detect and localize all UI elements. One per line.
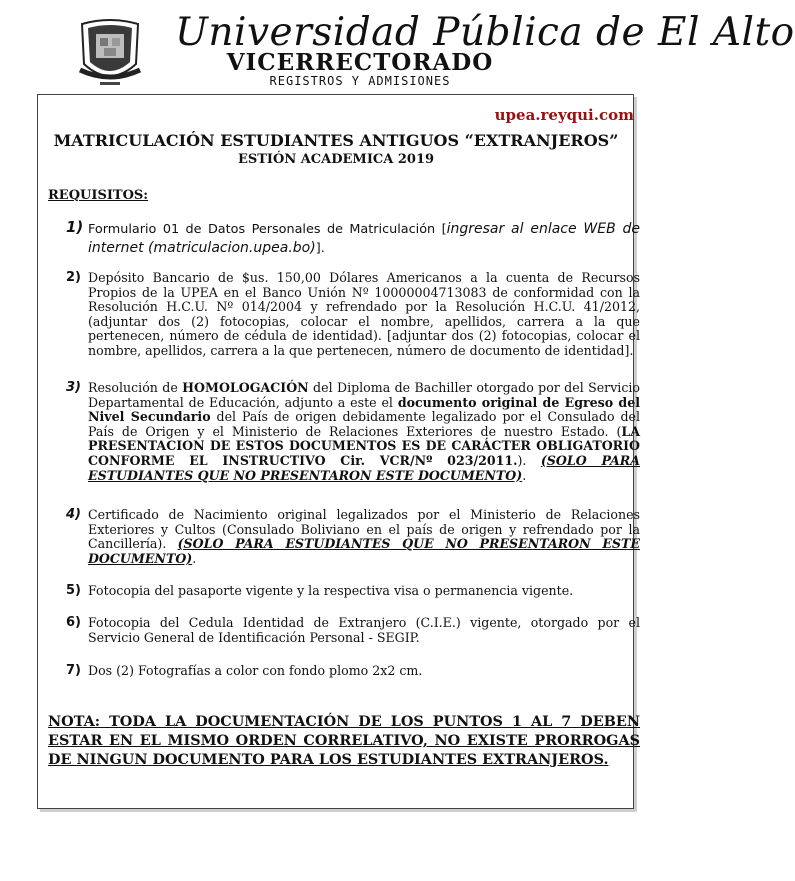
document-header [0,0,795,105]
item-text: Dos (2) Fotografías a color con fondo plomo 2x2 cm. [88,663,423,678]
page-subtitle: ESTIÓN ACADEMICA 2019 [237,152,435,167]
item-text: Depósito Bancario de $us. 150,00 Dólares Americanos a la cuenta de Recursos Propios de la UPEA en el Banco Unión Nº 10000004713083 de conformidad con la Resolución H.C.U. Nº 014/2004 y refrendado por la Resolución H.C.U. 41/2012, (adjuntar dos (2) fotocopias, colocar el nombre, apellidos, carrera a la que pertenecen, número de cédula de identidad). [adjuntar dos (2) fotocopias, colocar el nombre, apellidos, carrera a la que pertenecen, número de documento de identidad]. [88,270,640,358]
item-number: 3) [66,380,81,395]
requirement-item-7 [66,664,640,679]
requirement-item-2 [66,271,640,359]
requirement-item-5 [66,584,640,599]
university-name: Universidad Pública de El Alto [175,10,795,55]
item-text: Fotocopia del pasaporte vigente y la respectiva visa o permanencia vigente. [88,583,574,598]
item-text: Fotocopia del Cedula Identidad de Extranjero (C.I.E.) vigente, otorgado por el Servicio General de Identificación Personal - SEGIP. [88,615,640,645]
item-number: 7) [66,663,81,678]
requirement-item-6 [66,616,640,645]
requirements-heading: REQUISITOS: [48,188,149,203]
department-name: REGISTROS Y ADMISIONES [269,74,451,88]
item-text: Certificado de Nacimiento original legalizados por el Ministerio de Relaciones Exteriores y Cultos (Consulado Boliviano en el país de origen y refrendado por la Cancillería). (SOLO PARA ESTUDIANTES QUE NO PRESENTARON ESTE DOCUMENTO). [88,507,640,566]
note: NOTA: TODA LA DOCUMENTACIÓN DE LOS PUNTOS 1 AL 7 DEBEN ESTAR EN EL MISMO ORDEN CORRELATIVO, NO EXISTE PRORROGAS DE NINGUN DOCUMENTO PARA LOS ESTUDIANTES EXTRANJEROS. [48,713,640,768]
item-number: 6) [66,615,81,630]
item-number: 5) [66,583,81,598]
requirement-item-4 [66,508,640,566]
item-text: Formulario 01 de Datos Personales de Matriculación [ingresar al enlace WEB de internet (matriculacion.upea.bo)]. [88,221,641,256]
item-number: 2) [66,270,81,285]
watermark: upea.reyqui.com [494,106,634,124]
item-number: 4) [66,507,81,522]
office-name: VICERRECTORADO [226,49,494,76]
page-title: MATRICULACIÓN ESTUDIANTES ANTIGUOS “EXTRANJEROS” [53,131,619,150]
requirement-item-3 [66,381,640,483]
university-seal-icon [78,18,142,90]
requirement-item-1 [66,220,640,258]
item-number: 1) [66,218,84,236]
item-text: Resolución de HOMOLOGACIÓN del Diploma de Bachiller otorgado por del Servicio Departamental de Educación, adjunto a este el documento original de Egreso del Nivel Secundario del País de origen debidamente legalizado por el Consulado del País de Origen y el Ministerio de Relaciones Exteriores de nuestro Estado. (LA PRESENTACION DE ESTOS DOCUMENTOS ES DE CARÁCTER OBLIGATORIO CONFORME EL INSTRUCTIVO Cir. VCR/Nº 023/2011.). (SOLO PARA ESTUDIANTES QUE NO PRESENTARON ESTE DOCUMENTO). [88,380,641,483]
